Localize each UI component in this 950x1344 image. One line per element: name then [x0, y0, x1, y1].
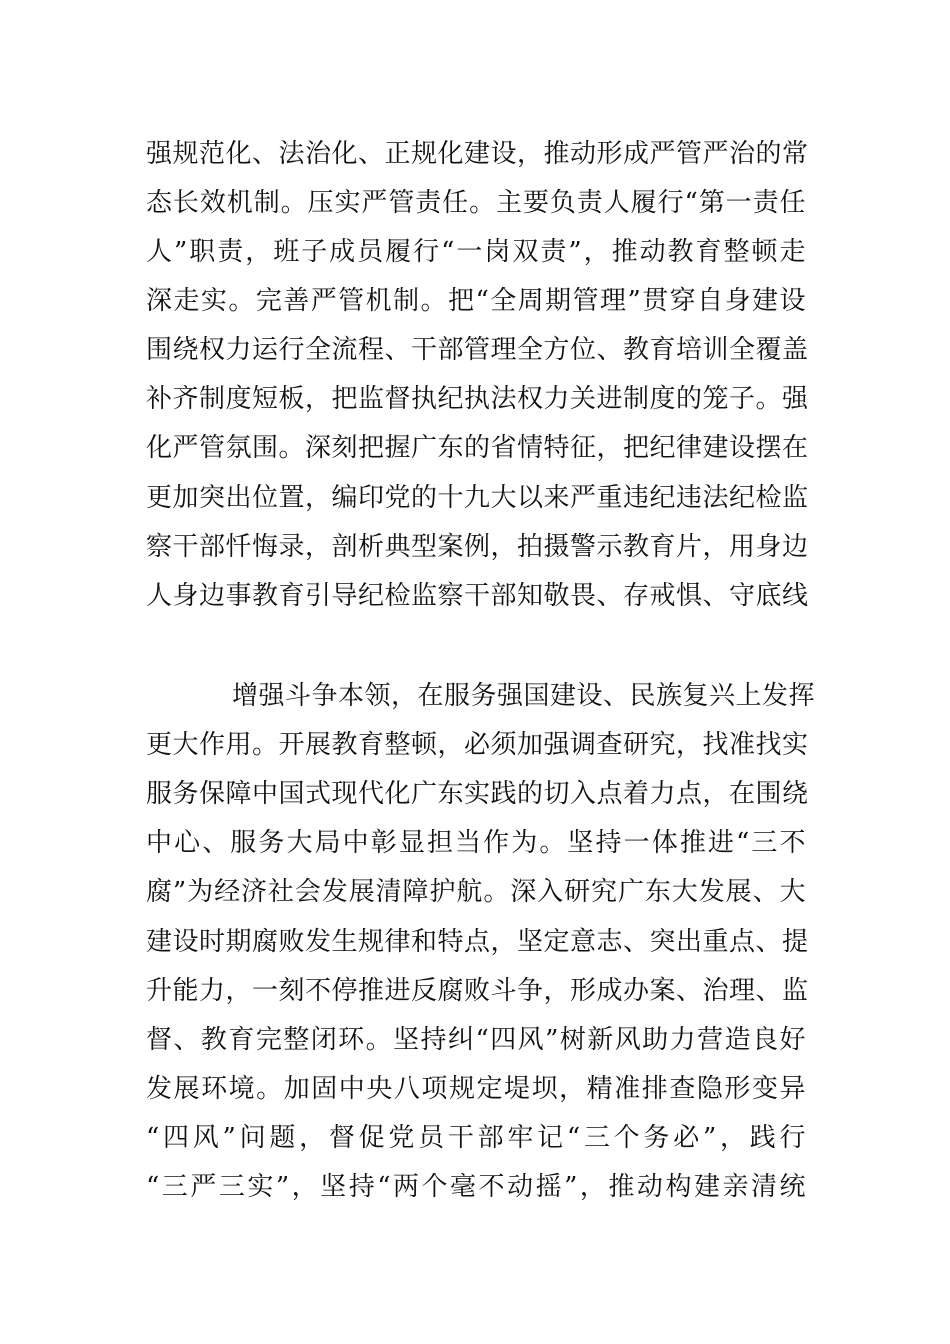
text-line: 更大作用。开展教育整顿，必须加强调查研究，找准找实	[146, 730, 809, 760]
text-line-indented: 增强斗争本领，在服务强国建设、民族复兴上发挥	[232, 681, 816, 711]
text-line: 补齐制度短板，把监督执纪执法权力关进制度的笼子。强	[146, 384, 809, 414]
text-line: 人”职责，班子成员履行“一岗双责”，推动教育整顿走	[146, 237, 806, 267]
text-line: 强规范化、法治化、正规化建设，推动形成严管严治的常	[146, 139, 809, 169]
text-line: “三严三实”，坚持“两个毫不动摇”，推动构建亲清统	[146, 1172, 806, 1202]
text-line: “四风”问题，督促党员干部牢记“三个务必”，践行	[146, 1123, 806, 1153]
text-line: 围绕权力运行全流程、干部管理全方位、教育培训全覆盖	[146, 335, 809, 365]
text-line: 建设时期腐败发生规律和特点，坚定意志、突出重点、提	[146, 927, 809, 957]
text-line: 察干部忏悔录，剖析典型案例，拍摄警示教育片，用身边	[146, 532, 809, 562]
text-line: 发展环境。加固中央八项规定堤坝，精准排查隐形变异	[146, 1074, 806, 1104]
text-line: 腐”为经济社会发展清障护航。深入研究广东大发展、大	[146, 877, 806, 907]
text-line: 态长效机制。压实严管责任。主要负责人履行“第一责任	[146, 188, 806, 218]
text-line: 升能力，一刻不停推进反腐败斗争，形成办案、治理、监	[146, 976, 809, 1006]
text-line: 服务保障中国式现代化广东实践的切入点着力点，在围绕	[146, 779, 809, 809]
text-line: 化严管氛围。深刻把握广东的省情特征，把纪律建设摆在	[146, 433, 809, 463]
text-line: 督、教育完整闭环。坚持纠“四风”树新风助力营造良好	[146, 1025, 806, 1055]
text-line: 深走实。完善严管机制。把“全周期管理”贯穿自身建设	[146, 286, 806, 316]
text-line: 中心、服务大局中彰显担当作为。坚持一体推进“三不	[146, 828, 806, 858]
text-line: 人身边事教育引导纪检监察干部知敬畏、存戒惧、守底线	[146, 581, 809, 611]
text-line: 更加突出位置，编印党的十九大以来严重违纪违法纪检监	[146, 483, 809, 513]
